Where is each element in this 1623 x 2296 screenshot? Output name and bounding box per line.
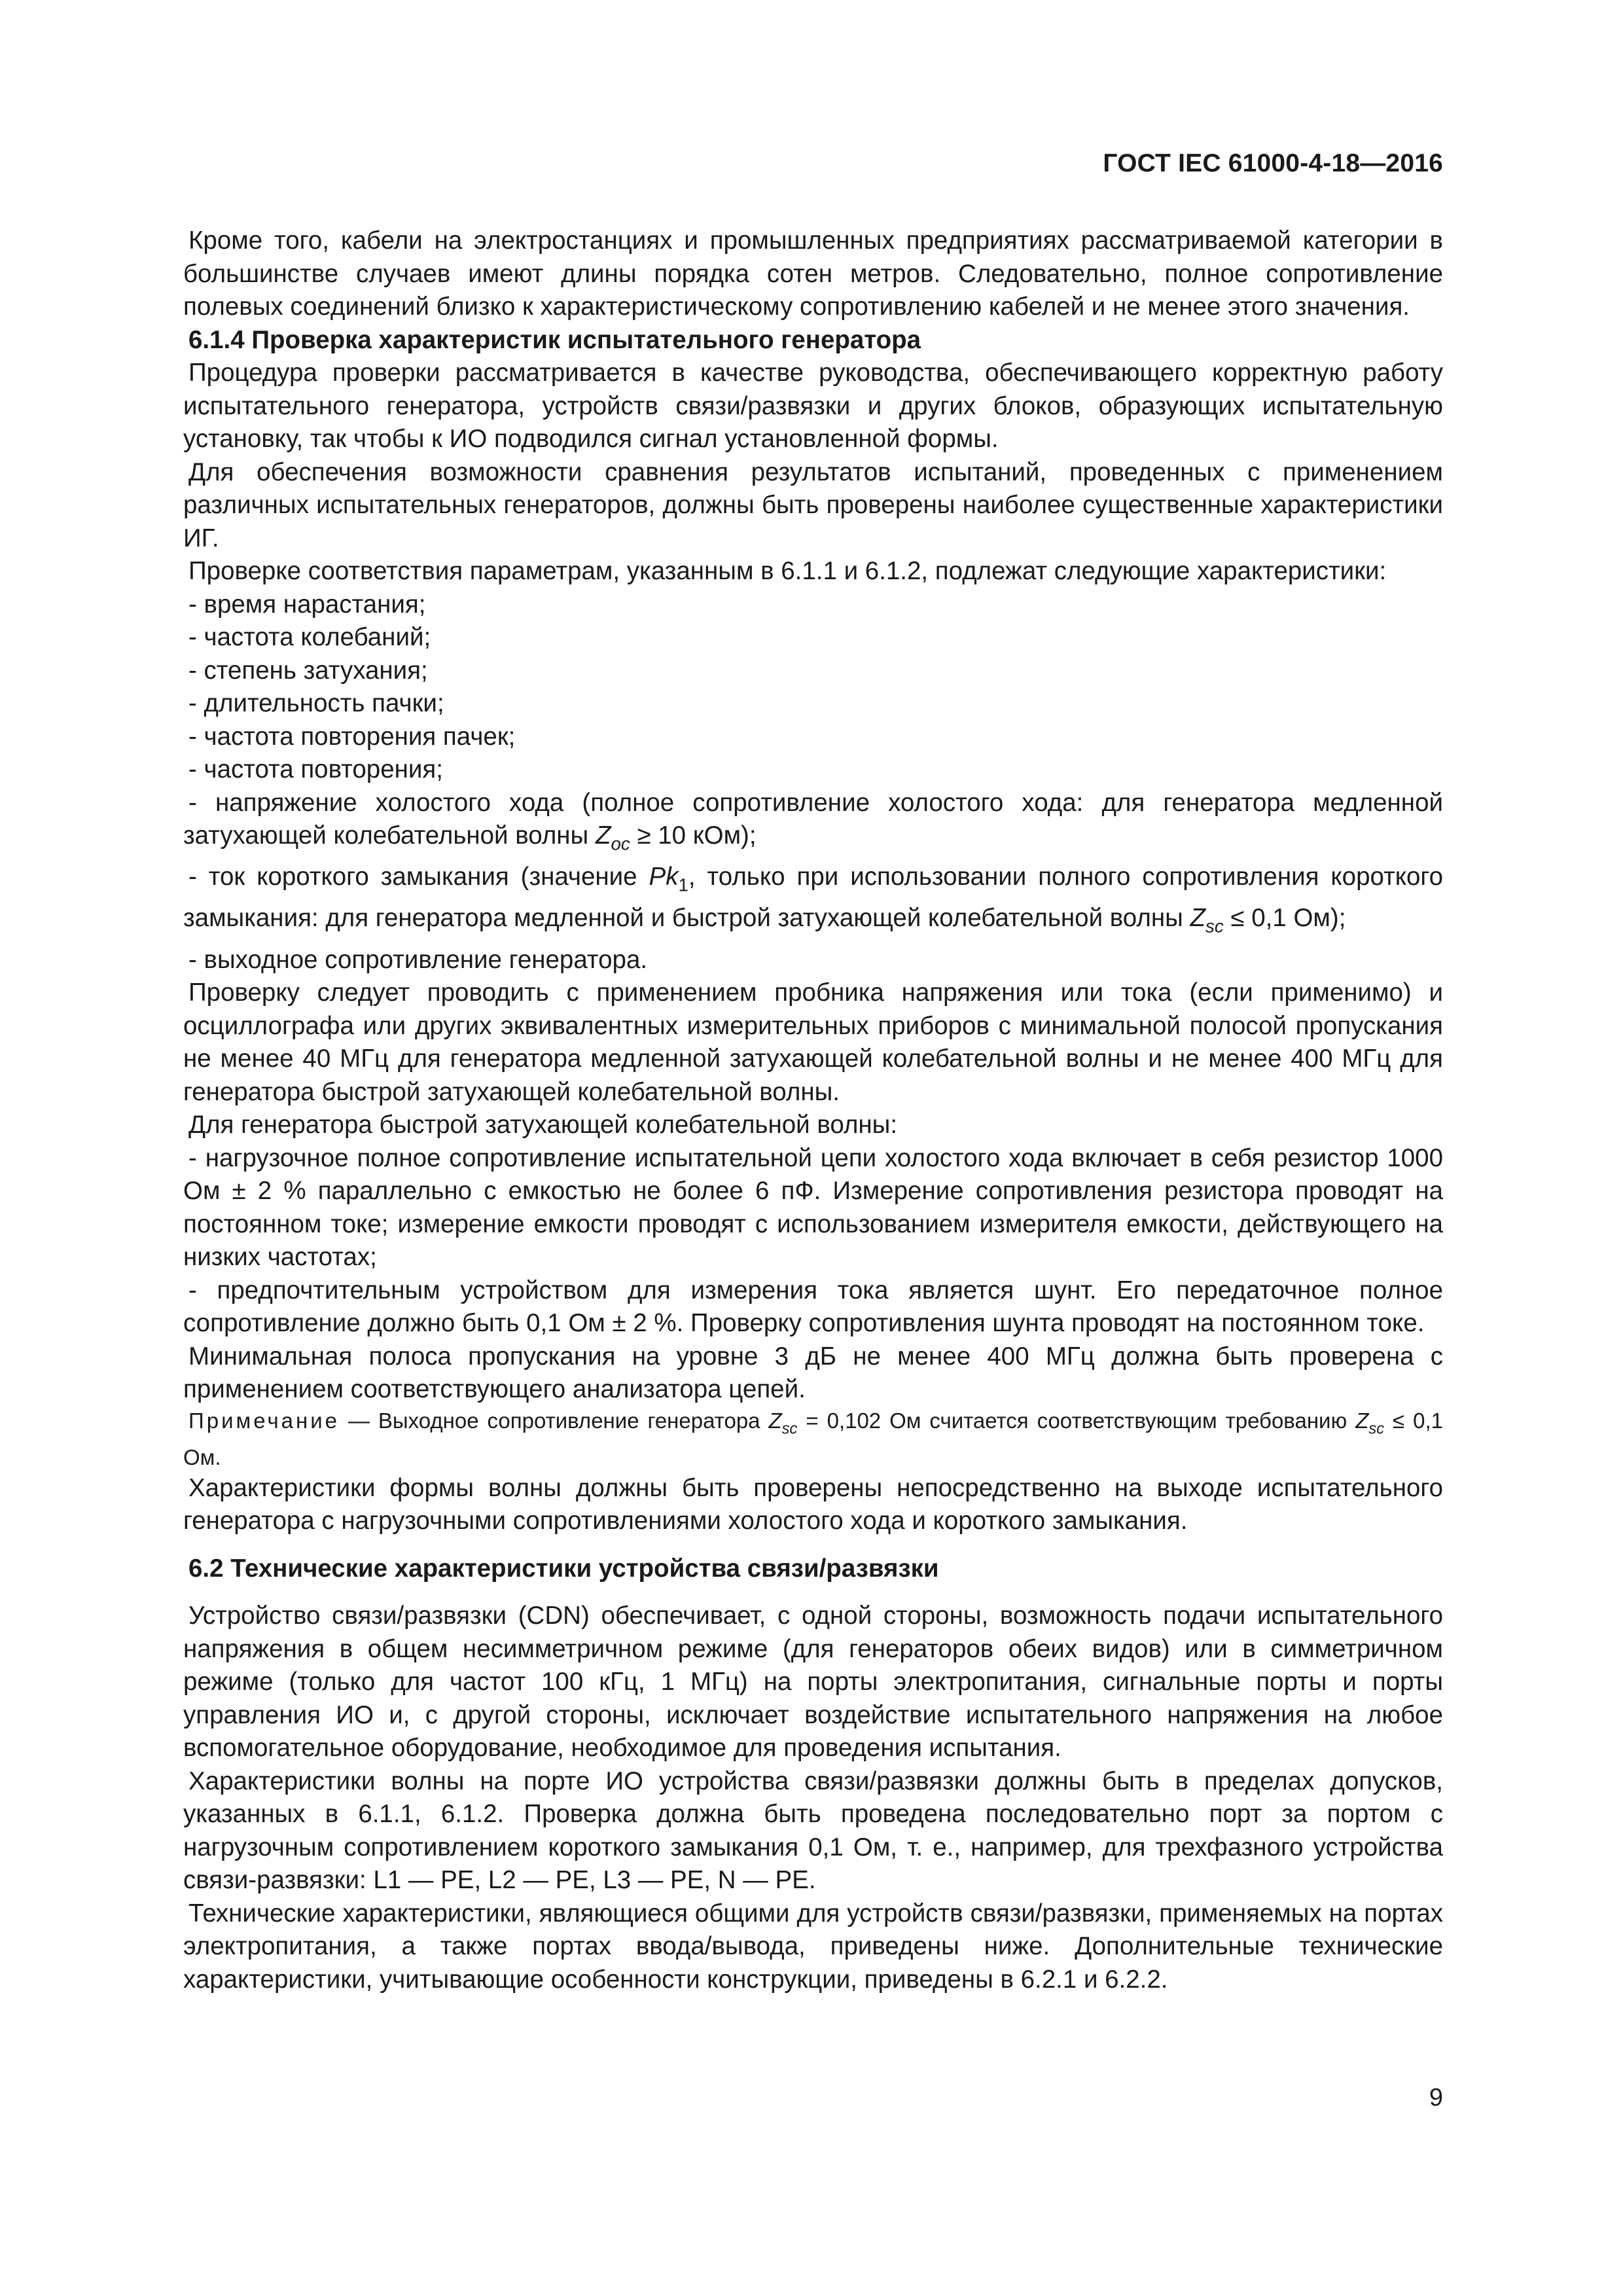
list-item: - частота повторения пачек; bbox=[188, 722, 516, 751]
list-item: - частота повторения; bbox=[188, 755, 443, 783]
page-body bbox=[183, 224, 1443, 1996]
spacer bbox=[183, 1585, 1443, 1600]
paragraph-bandwidth: Минимальная полоса пропускания на уровне 3 дБ не менее 400 МГц должна быть проверена с применением соответствующего анализатора цепей. bbox=[183, 1342, 1443, 1404]
paragraph-comparison: Для обеспечения возможности сравнения результатов испытаний, проведенных с применением различных испытательных генераторов, должны быть проверены наиболее существенные характеристики ИГ. bbox=[183, 457, 1443, 552]
list-item-short-circuit-current: - ток короткого замыкания (значение $Pk_1$, только при использовании полного сопротивления короткого замыкания: для генератора медленной и быстрой затухающей колебательной волны $Z_{sc} \le 0,1$ Ом); bbox=[183, 863, 1444, 937]
section-heading-6-1-4: 6.1.4 Проверка характеристик испытательного генератора bbox=[188, 325, 921, 354]
list-item: - степень затухания; bbox=[188, 656, 428, 685]
spacer bbox=[183, 1538, 1443, 1552]
paragraph-general-specs: Технические характеристики, являющиеся общими для устройств связи/развязки, применяемых на портах электропитания, а также портах ввода/вывода, приведены ниже. Дополнительные технические характеристики, учитывающие особенности конструкции, приведены в 6.2.1 и 6.2.2. bbox=[183, 1899, 1443, 1994]
paragraph-load-impedance: - нагрузочное полное сопротивление испытательной цепи холостого хода включает в себя резистор 1000 Ом ± 2 % параллельно с емкостью не более 6 пФ. Измерение сопротивления резистора проводят на постоянном токе; измерение емкости проводят с использованием измерителя емкости, действующего на низких частотах; bbox=[183, 1143, 1443, 1272]
list-item: - частота колебаний; bbox=[188, 623, 431, 651]
paragraph-fast-generator: Для генератора быстрой затухающей колебательной волны: bbox=[188, 1111, 898, 1139]
note-label: Примечание bbox=[188, 1408, 340, 1433]
paragraph-procedure: Процедура проверки рассматривается в качестве руководства, обеспечивающего корректную работу испытательного генератора, устройств связи/развязки и других блоков, образующих испытательную установку, так чтобы к ИО подводился сигнал установленной формы. bbox=[183, 359, 1443, 453]
characteristics-list bbox=[183, 588, 1443, 787]
list-item: - время нарастания; bbox=[188, 590, 426, 619]
note: Примечание — Выходное сопротивление генератора $Z_{sc} = 0,102$ Ом считается соответствующим требованию $Z_{sc} \le 0,1$ Ом. bbox=[183, 1408, 1443, 1469]
page-number: 9 bbox=[1429, 2084, 1443, 2111]
paragraph-shunt: - предпочтительным устройством для измерения тока является шунт. Его передаточное полное сопротивление должно быть 0,1 Ом ± 2 %. Проверку сопротивления шунта проводят на постоянном токе. bbox=[183, 1276, 1443, 1338]
list-item: - длительность пачки; bbox=[188, 689, 444, 717]
list-item-output-impedance: - выходное сопротивление генератора. bbox=[188, 945, 648, 974]
section-heading-6-2: 6.2 Технические характеристики устройства связи/развязки bbox=[188, 1554, 939, 1583]
list-item-open-circuit-voltage: - напряжение холостого хода (полное сопротивление холостого хода: для генератора медленной затухающей колебательной волны $Z_{oc} \ge 10$ кОм); bbox=[183, 788, 1443, 854]
paragraph-cables: Кроме того, кабели на электростанциях и промышленных предприятиях рассматриваемой категории в большинстве случаев имеют длины порядка сотен метров. Следовательно, полное сопротивление полевых соединений близко к характеристическому сопротивлению кабелей и не менее этого значения. bbox=[183, 226, 1443, 321]
paragraph-waveform: Характеристики формы волны должны быть проверены непосредственно на выходе испытательного генератора с нагрузочными сопротивлениями холостого хода и короткого замыкания. bbox=[183, 1473, 1443, 1535]
document-code-header: ГОСТ IEC 61000-4-18—2016 bbox=[1103, 149, 1443, 177]
paragraph-port-wave: Характеристики волны на порте ИО устройства связи/развязки должны быть в пределах допусков, указанных в 6.1.1, 6.1.2. Проверка должна быть проведена последовательно порт за портом с нагрузочным сопротивлением короткого замыкания 0,1 Ом, т. е., например, для трехфазного устройства связи-развязки: L1 — PE, L2 — PE, L3 — PE, N — PE. bbox=[183, 1767, 1443, 1895]
paragraph-cdn: Устройство связи/развязки (CDN) обеспечивает, с одной стороны, возможность подачи испытательного напряжения в общем несимметричном режиме (для генераторов обеих видов) или в симметричном режиме (только для частот 100 кГц, 1 МГц) на порты электропитания, сигнальные порты и порты управления ИО и, с другой стороны, исключает воздействие испытательного напряжения на любое вспомогательное оборудование, необходимое для проведения испытания. bbox=[183, 1602, 1443, 1763]
paragraph-probe: Проверку следует проводить с применением пробника напряжения или тока (если применимо) и осциллографа или других эквивалентных измерительных приборов с минимальной полосой пропускания не менее 40 МГц для генератора медленной затухающей колебательной волны и не менее 400 МГц для генератора быстрой затухающей колебательной волны. bbox=[183, 978, 1443, 1106]
paragraph-parameters: Проверке соответствия параметрам, указанным в 6.1.1 и 6.1.2, подлежат следующие характеристики: bbox=[188, 557, 1387, 585]
